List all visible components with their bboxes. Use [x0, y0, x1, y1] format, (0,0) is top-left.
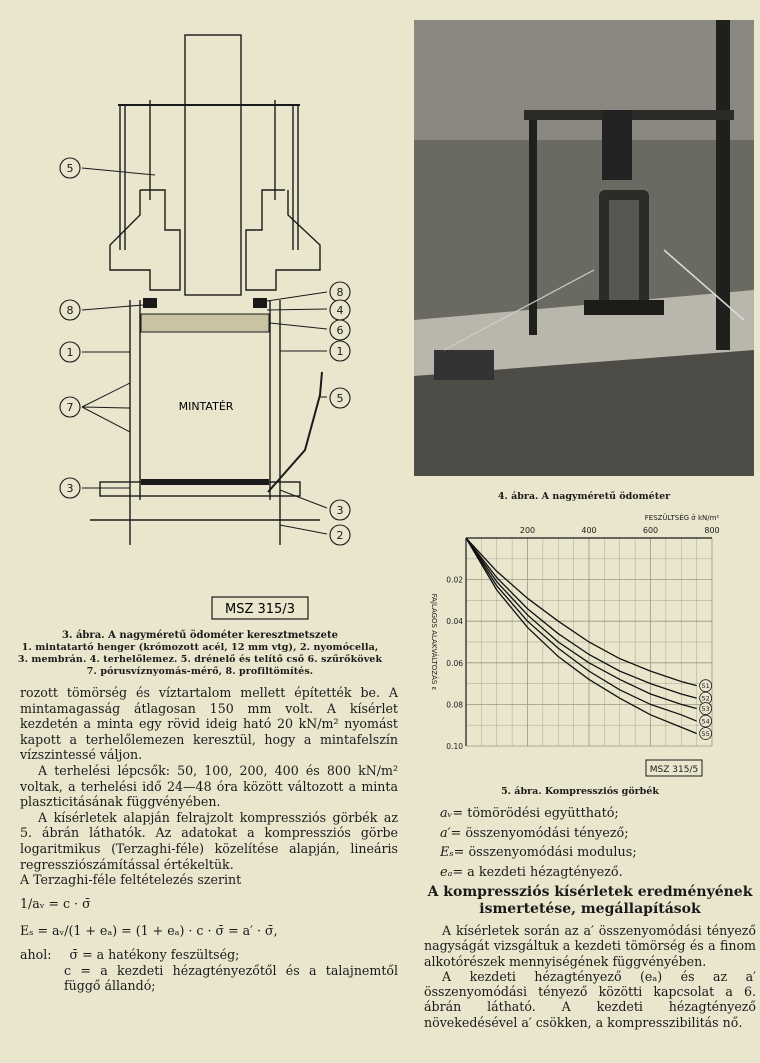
- definition-symbol: Eₛ: [440, 845, 454, 860]
- figure-3-cross-section: [0, 0, 400, 630]
- y-tick-label: 0.04: [446, 617, 463, 627]
- paragraph: A kísérletek alapján felrajzolt kompressziós görbék az 5. ábrán láthatók. Az adatokat a kompressziós görbe logaritmikus (Terzaghi-féle) közelítése alapján, lineáris regressziószámítással értékeltük.: [20, 809, 398, 872]
- y-tick-label: 0.10: [446, 742, 463, 751]
- loading-piston: [185, 35, 241, 295]
- callout-5: 5: [66, 162, 74, 175]
- paragraph: A kezdeti hézagtényező (eₐ) és az a′ összenyomódási tényező közötti kapcsolat a 6. ábrán látható. A kezdeti hézagtényező növekedésével a′ csökken, a kompresszibilitás nő.: [424, 968, 756, 1030]
- definition-sigma: σ̄ = a hatékony feszültség;: [69, 946, 240, 962]
- callout-1: 1: [66, 346, 74, 359]
- series-label-51: 51: [701, 682, 710, 691]
- x-tick-label: 400: [581, 526, 597, 535]
- callout-2: 2: [336, 529, 344, 542]
- definition-symbol: aᵥ: [440, 806, 453, 821]
- callout-6: 6: [336, 324, 344, 337]
- y-tick-label: 0.06: [446, 658, 463, 668]
- series-line-53: [466, 538, 697, 709]
- paragraph: A terhelési lépcsők: 50, 100, 200, 400 és 800 kN/m² voltak, a terhelési idő 24—48 óra között változott a minta plaszticitásának függvényében.: [20, 762, 398, 810]
- series-label-54: 54: [701, 717, 710, 726]
- specimen-label: MINTATÉR: [178, 400, 234, 413]
- paragraph: rozott tömörség és víztartalom mellett építették be. A mintamagasság átlagosan 150 mm volt. A kísérlet kezdetén a minta egy rövid ideig ható 20 kN/m² nyomást kapott a terhelőlemezen keresztül, hogy a mintafelszín vízszintessé váljon.: [20, 685, 398, 763]
- equation-1: 1/aᵥ = c · σ̄: [20, 895, 91, 911]
- callout-4: 4: [336, 304, 344, 317]
- definition-row: [440, 843, 750, 863]
- callout-3-right: 3: [336, 504, 344, 517]
- figure-5-caption: 5. ábra. Kompressziós görbék: [501, 786, 659, 797]
- figure-3-caption-title: 3. ábra. A nagyméretű ödométer keresztmetszete: [62, 630, 338, 641]
- callout-8: 8: [66, 304, 74, 317]
- figure-3-caption-line-2: 3. membrán. 4. terhelőlemez. 5. drénelő és telítő cső 6. szűrőkövek: [17, 654, 383, 665]
- series-line-54: [466, 538, 697, 721]
- seal-left: [143, 298, 157, 308]
- callout-3: 3: [66, 482, 74, 495]
- figure-3-stamp: MSZ 315/3: [225, 602, 295, 617]
- definition-row: [440, 863, 750, 883]
- definition-row: [440, 824, 750, 844]
- callout-1-right: 1: [336, 345, 344, 358]
- series-line-51: [466, 538, 697, 686]
- series-label-52: 52: [701, 694, 710, 703]
- section-heading: A kompressziós kísérletek eredményének ismertetése, megállapítások: [427, 884, 753, 917]
- x-tick-label: 800: [704, 526, 720, 535]
- y-tick-label: 0.08: [446, 700, 463, 710]
- right-column-text: [424, 923, 756, 1030]
- paragraph: A kísérletek során az a′ összenyomódási tényező nagyságát vizsgáltuk a kezdeti tömörség és a finom alkotórészek mennyiségének függvényében.: [424, 923, 756, 969]
- definition-row: [440, 804, 750, 824]
- series-label-53: 53: [701, 705, 710, 714]
- figure-4-caption: 4. ábra. A nagyméretű ödométer: [497, 491, 671, 502]
- callout-7: 7: [66, 401, 74, 414]
- y-tick-label: 0.02: [446, 575, 463, 585]
- series-label-55: 55: [701, 730, 710, 739]
- figure-3-caption: [0, 630, 400, 678]
- figure-3-caption-line-1: 1. mintatartó henger (krómozott acél, 12 mm vtg), 2. nyomócella,: [21, 642, 379, 653]
- callout-8-right: 8: [336, 286, 344, 299]
- x-tick-label: 600: [642, 526, 659, 535]
- definition-text: = összenyomódási modulus;: [453, 845, 637, 860]
- figure-4-photo: [414, 20, 754, 476]
- x-axis-label: FESZÜLTSÉG σ̄ kN/m²: [644, 514, 720, 522]
- left-column-text: [20, 685, 398, 994]
- figure-5-chart: [418, 508, 754, 783]
- symbol-definitions: [440, 804, 750, 882]
- definition-symbol: a′: [440, 825, 451, 841]
- where-label: ahol:: [20, 946, 52, 962]
- definition-text: = a kezdeti hézagtényező.: [452, 864, 623, 880]
- paragraph: A Terzaghi-féle feltételezés szerint: [20, 872, 242, 888]
- y-axis-label: FAJLAGOS ALAKVÁLTOZÁS ε: [430, 593, 438, 691]
- figure-5-stamp: MSZ 315/5: [649, 765, 699, 775]
- definition-c: c = a kezdeti hézagtényezőtől és a talajnemtől függő állandó;: [64, 962, 398, 994]
- definition-text: = tömörödési együttható;: [452, 806, 619, 821]
- definition-text: = összenyomódási tényező;: [450, 825, 629, 841]
- x-tick-label: 200: [519, 526, 536, 535]
- figure-3-caption-line-3: 7. pórusvíznyomás-mérő, 8. profiltömítés.: [86, 666, 314, 677]
- callout-5-right: 5: [336, 392, 344, 405]
- definition-symbol: eₐ: [440, 864, 453, 880]
- seal-right: [253, 298, 267, 308]
- filter-stone: [141, 314, 269, 332]
- equation-2: Eₛ = aᵥ/(1 + eₐ) = (1 + eₐ) · c · σ̄ = a′ · σ̄,: [20, 923, 278, 939]
- membrane: [141, 479, 269, 485]
